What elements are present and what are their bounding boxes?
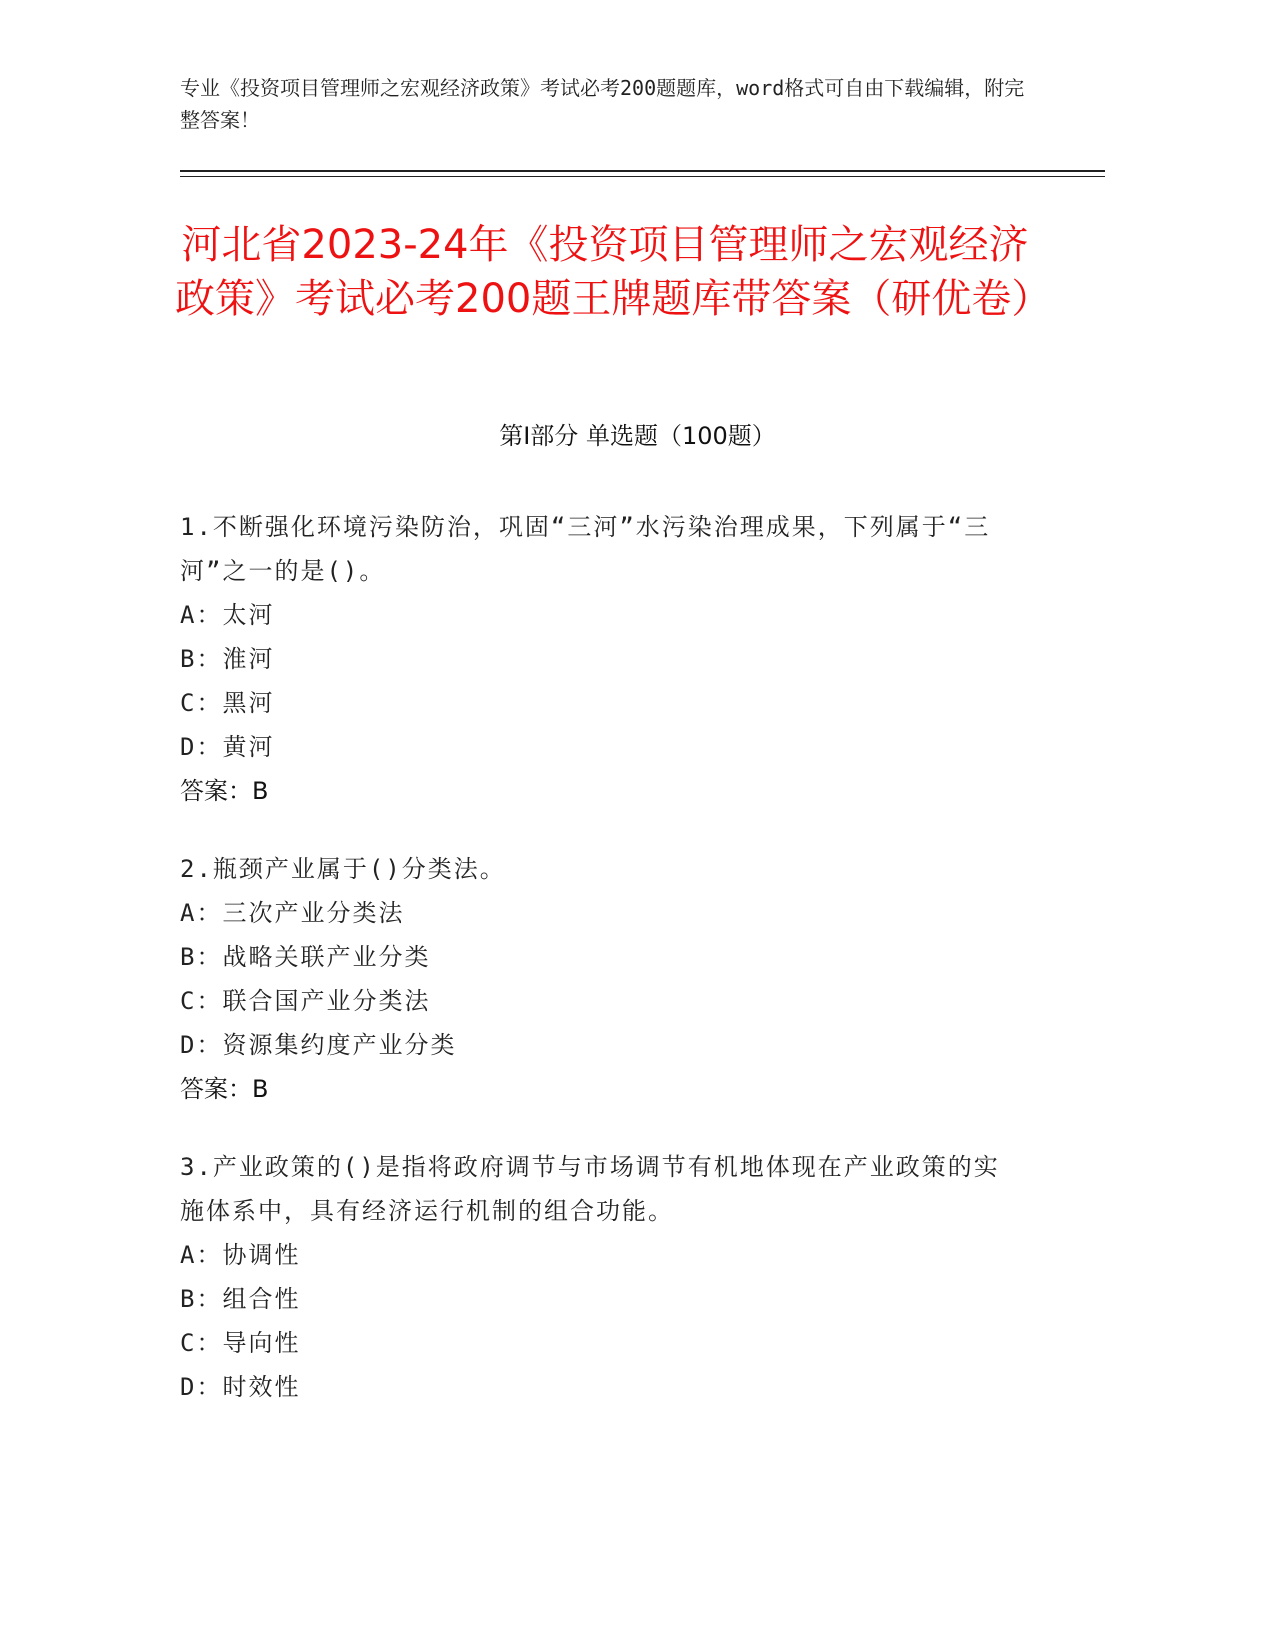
option-a: A：协调性 [180, 1241, 301, 1269]
question-2 [180, 847, 1020, 1111]
question-list [180, 505, 1020, 1443]
answer: 答案：B [180, 1075, 269, 1103]
header-note: 专业《投资项目管理师之宏观经济政策》考试必考200题题库，word格式可自由下载编辑，附完整答案！ [180, 76, 1025, 132]
option-d: D：黄河 [180, 733, 275, 761]
section-title: 第Ⅰ部分 单选题（100题） [499, 422, 776, 450]
option-b: B：淮河 [180, 645, 275, 673]
option-d: D：时效性 [180, 1373, 301, 1401]
header-divider-thin [180, 176, 1105, 177]
option-b: B：组合性 [180, 1285, 301, 1313]
option-a: A：太河 [180, 601, 275, 629]
option-b: B：战略关联产业分类 [180, 943, 431, 971]
question-1 [180, 505, 1020, 813]
answer: 答案：B [180, 777, 269, 805]
option-c: C：联合国产业分类法 [180, 987, 431, 1015]
question-stem: 3.产业政策的()是指将政府调节与市场调节有机地体现在产业政策的实施体系中，具有经济运行机制的组合功能。 [180, 1153, 1000, 1225]
header-divider-thick [180, 170, 1105, 172]
option-d: D：资源集约度产业分类 [180, 1031, 457, 1059]
option-a: A：三次产业分类法 [180, 899, 405, 927]
question-3 [180, 1145, 1020, 1409]
document-title: 河北省2023-24年《投资项目管理师之宏观经济政策》考试必考200题王牌题库带答案（研优卷） [175, 222, 1052, 322]
option-c: C：黑河 [180, 689, 275, 717]
question-stem: 1.不断强化环境污染防治，巩固“三河”水污染治理成果，下列属于“三河”之一的是()。 [180, 513, 991, 585]
option-c: C：导向性 [180, 1329, 301, 1357]
question-stem: 2.瓶颈产业属于()分类法。 [180, 855, 506, 883]
